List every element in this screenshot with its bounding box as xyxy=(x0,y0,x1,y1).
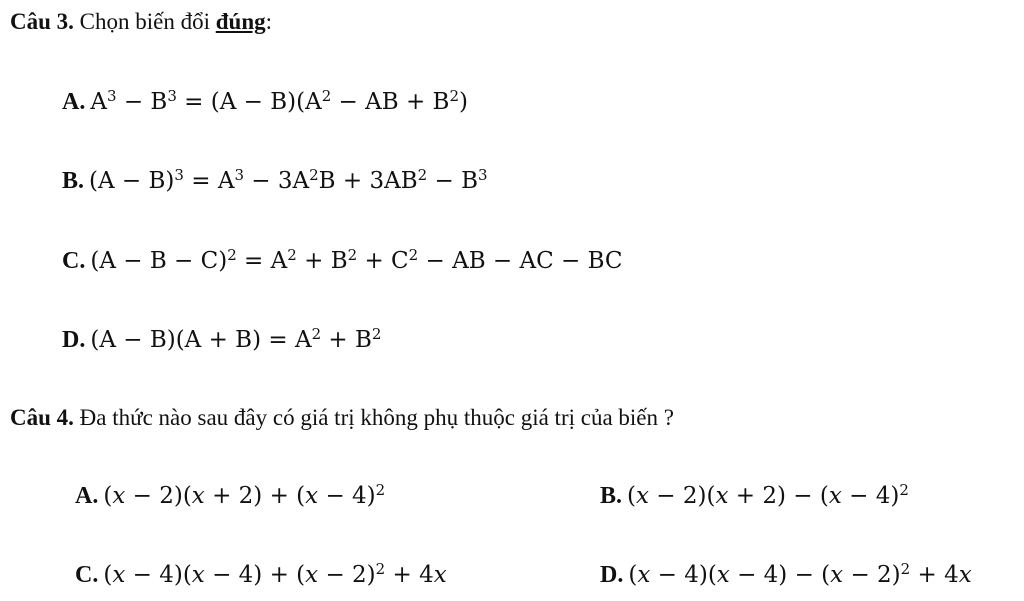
question-3-emphasis: đúng xyxy=(215,9,266,34)
option-formula: $(x - 4)(x - 4) + (x - 2)^2 + 4x$ xyxy=(103,559,447,588)
question-4-option-d xyxy=(600,560,972,590)
question-3-option-d xyxy=(62,325,381,355)
option-formula: $(A - B)(A + B) = A^2 + B^2$ xyxy=(90,324,382,353)
option-letter: A. xyxy=(62,89,86,115)
option-formula: $(x - 4)(x - 4) - (x - 2)^2 + 4x$ xyxy=(628,559,972,588)
question-4-option-c xyxy=(75,560,447,590)
question-4-title xyxy=(10,404,674,432)
question-3-text: Chọn biến đổi xyxy=(73,9,216,34)
option-letter: D. xyxy=(600,562,624,588)
question-3-colon: : xyxy=(265,9,273,34)
question-4-option-a xyxy=(75,481,385,511)
option-formula: $A^3 - B^3 = (A - B)(A^2$ − AB + $B^2$) xyxy=(90,86,468,115)
option-letter: B. xyxy=(600,483,623,509)
option-formula: $(A - B - C)^2 = A^2 + B^2 + C^2$ − AB − AC − BC xyxy=(90,245,623,274)
option-formula: $(A - B)^3 = A^3 - 3A^2B + 3AB^2 - B^3$ xyxy=(89,165,488,194)
question-3-option-c xyxy=(62,246,623,276)
question-3-option-a xyxy=(62,87,468,117)
question-3-title xyxy=(10,8,272,36)
question-4-number: Câu 4. xyxy=(10,405,74,430)
option-letter: B. xyxy=(62,168,85,194)
option-letter: C. xyxy=(62,248,86,274)
option-formula: $(x - 2)(x + 2) - (x - 4)^2$ xyxy=(627,480,909,509)
question-4-option-b xyxy=(600,481,909,511)
option-letter: A. xyxy=(75,483,99,509)
option-formula: $(x - 2)(x + 2) + (x - 4)^2$ xyxy=(103,480,386,509)
question-3-number: Câu 3. xyxy=(10,9,74,34)
question-4-text: Đa thức nào sau đây có giá trị không phụ thuộc giá trị của biến ? xyxy=(73,405,674,430)
option-letter: D. xyxy=(62,327,86,353)
question-3-option-b xyxy=(62,166,488,196)
option-letter: C. xyxy=(75,562,99,588)
